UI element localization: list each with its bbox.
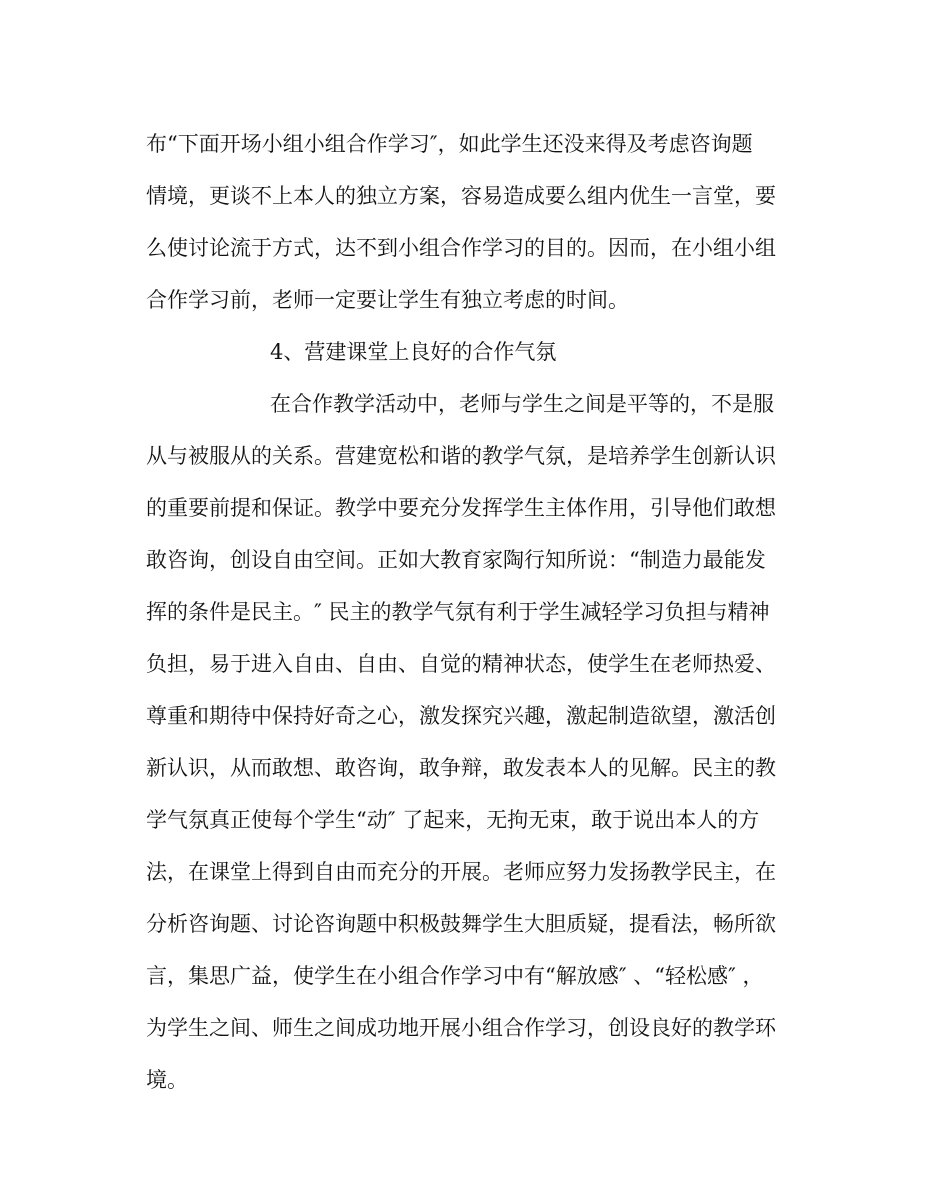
paragraph-2-line: 境。 bbox=[146, 1068, 188, 1092]
paragraph-2-line: 的重要前提和保证。教学中要充分发挥学生主体作用，引导他们敢想 bbox=[146, 496, 776, 520]
paragraph-2-line: 为学生之间、师生之间成功地开展小组合作学习，创设良好的教学环 bbox=[146, 1016, 776, 1040]
paragraph-2-line: 法，在课堂上得到自由而充分的开展。老师应努力发扬教学民主，在 bbox=[146, 860, 776, 884]
paragraph-1-line: 布“下面开场小组小组合作学习″，如此学生还没来得及考虑咨询题 bbox=[146, 132, 753, 156]
paragraph-1-line: 么使讨论流于方式，达不到小组合作学习的目的。因而，在小组小组 bbox=[146, 236, 776, 260]
paragraph-2-line: 挥的条件是民主。″ 民主的教学气氛有利于学生减轻学习负担与精神 bbox=[146, 600, 770, 624]
paragraph-1-line: 合作学习前，老师一定要让学生有独立考虑的时间。 bbox=[146, 288, 629, 312]
paragraph-2-line: 敢咨询，创设自由空间。正如大教育家陶行知所说：“制造力最能发 bbox=[146, 548, 766, 572]
paragraph-2-line: 学气氛真正使每个学生“动″ 了起来，无拘无束，敢于说出本人的方 bbox=[146, 808, 760, 832]
paragraph-2-line: 分析咨询题、讨论咨询题中积极鼓舞学生大胆质疑，提看法，畅所欲 bbox=[146, 912, 776, 936]
paragraph-2-line: 从与被服从的关系。营建宽松和谐的教学气氛，是培养学生创新认识 bbox=[146, 444, 776, 468]
paragraph-2-line: 言，集思广益，使学生在小组合作学习中有“解放感″ 、“轻松感″ ， bbox=[146, 964, 764, 988]
paragraph-2-line: 尊重和期待中保持好奇之心，激发探究兴趣，激起制造欲望，激活创 bbox=[146, 704, 776, 728]
paragraph-1-line: 情境，更谈不上本人的独立方案，容易造成要么组内优生一言堂，要 bbox=[146, 184, 776, 208]
section-heading: 4、营建课堂上良好的合作气氛 bbox=[270, 340, 557, 364]
paragraph-2-line: 新认识，从而敢想、敢咨询，敢争辩，敢发表本人的见解。民主的教 bbox=[146, 756, 776, 780]
paragraph-2-line: 在合作教学活动中，老师与学生之间是平等的，不是服 bbox=[270, 392, 774, 416]
paragraph-2-line: 负担，易于进入自由、自由、自觉的精神状态，使学生在老师热爱、 bbox=[146, 652, 776, 676]
